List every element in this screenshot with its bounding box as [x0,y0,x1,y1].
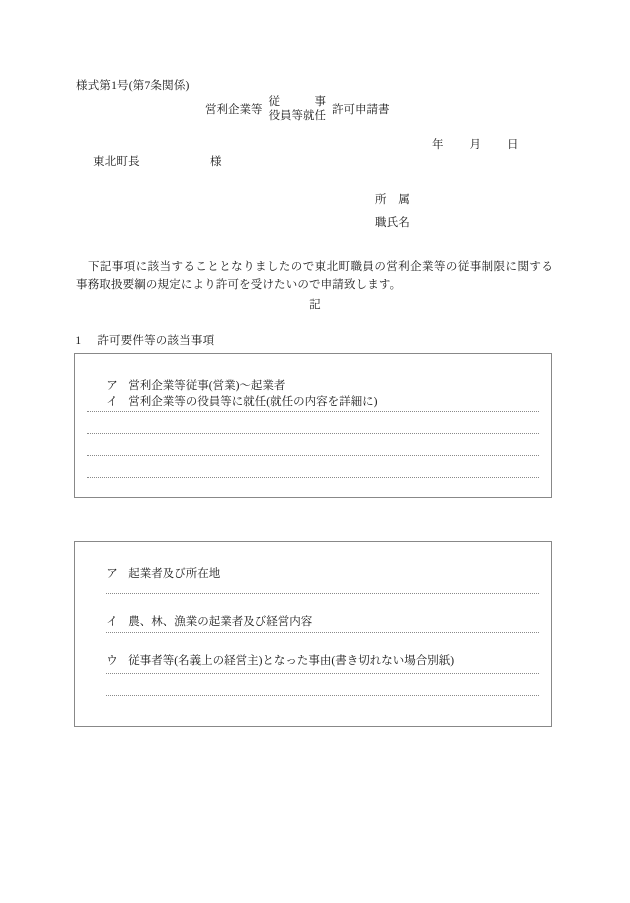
title-tail-text: 許可申請書 [332,104,390,117]
addressee-line: 東北町長 様 [93,156,222,168]
box2-write-line-3[interactable] [106,673,539,674]
box2-write-line-1[interactable] [106,593,539,594]
box1-entry-a-text: 営利企業等従事(営業)～起業者 [128,379,286,392]
title-alternatives-stack [269,95,327,124]
box1-write-line-2[interactable] [87,433,539,434]
title-alternative-engage: 従 事 [268,96,326,108]
box1-write-line-4[interactable] [87,477,539,478]
box1-entry-b-text: 営利企業等の役員等に就任(就任の内容を詳細に) [128,395,378,408]
box2-entry-c-marker: ウ [106,654,118,667]
box2-write-line-2[interactable] [106,632,539,633]
answer-box-1[interactable] [74,353,552,498]
document-title [205,95,390,124]
date-line[interactable]: 年 月 日 [432,139,520,151]
section-1-number: 1 [75,334,82,347]
box2-entry-c [89,638,454,685]
box1-entry-b-marker: イ [106,395,118,408]
answer-box-2[interactable] [74,541,552,727]
intro-paragraph: 下記事項に該当することとなりましたので東北町職員の営利企業等の従事制限に関する事務取扱要綱の規定により許可を受けたいので申請致します。 [76,261,553,291]
box2-write-line-4[interactable] [106,695,539,696]
section-1-title: 許可要件等の該当事項 [97,334,215,347]
applicant-name-label[interactable]: 職氏名 [375,217,411,229]
title-alternative-officer: 役員等就任 [268,110,326,123]
ki-mark: 記 [309,299,321,311]
box1-write-line-3[interactable] [87,455,539,456]
box2-entry-b-text: 農、林、漁業の起業者及び経営内容 [128,615,313,628]
box1-entry-a-marker: ア [106,379,118,392]
box2-entry-a-text: 起業者及び所在地 [128,567,221,580]
box1-write-line-1[interactable] [87,411,539,412]
box2-entry-a-marker: ア [106,567,118,580]
box2-entry-b-marker: イ [106,615,118,628]
form-number: 様式第1号(第7条関係) [76,80,190,92]
applicant-affiliation-label[interactable]: 所 属 [375,194,411,206]
box2-entry-c-text: 従事者等(名義上の経営主)となった事由(書き切れない場合別紙) [128,654,455,667]
box1-entry-b [89,379,377,426]
title-lead-text: 営利企業等 [205,104,263,117]
box2-entry-a [89,551,220,598]
